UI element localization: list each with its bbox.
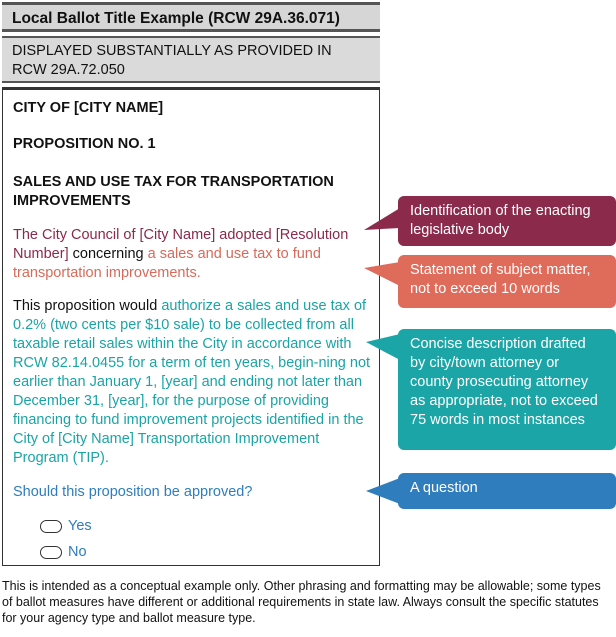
subject-text: a sales and use tax to fund transportation improvements. bbox=[13, 246, 321, 281]
callout-pointer-icon bbox=[360, 208, 402, 234]
ballot-caption bbox=[13, 226, 373, 283]
ballot-sample bbox=[2, 87, 380, 566]
ballot-city: CITY OF [CITY NAME] bbox=[13, 100, 164, 116]
callout-question: A question bbox=[398, 473, 616, 509]
concerning-text: concerning bbox=[68, 246, 148, 262]
ballot-question: Should this proposition be approved? bbox=[13, 484, 253, 500]
callout-description: Concise description drafted by city/town attorney or county prosecuting attorney as appropriate, not to exceed 75 words in most instances bbox=[398, 329, 616, 450]
callout-enacting-body: Identification of the enacting legislative body bbox=[398, 196, 616, 246]
enacting-body-text: The City Council of [City Name] adopted [Resolution Number] bbox=[13, 227, 349, 262]
page-subtitle: DISPLAYED SUBSTANTIALLY AS PROVIDED IN RCW 29A.72.050 bbox=[2, 36, 380, 83]
callout-pointer-icon bbox=[362, 262, 402, 286]
callout-subject: Statement of subject matter, not to exceed 10 words bbox=[398, 255, 616, 308]
option-no[interactable] bbox=[40, 543, 87, 562]
radio-oval-icon[interactable] bbox=[40, 546, 62, 559]
disclaimer-note: This is intended as a conceptual example only. Other phrasing and formatting may be allowable; some types of ballot measures have different or additional requirements in state law. Always consult the specific statutes for your agency type and ballot measure type. bbox=[2, 579, 601, 625]
description-lead: This proposition would bbox=[13, 298, 162, 314]
option-label: No bbox=[68, 544, 87, 560]
callout-pointer-icon bbox=[362, 478, 402, 504]
callout-pointer-icon bbox=[362, 334, 402, 364]
ballot-heading: SALES AND USE TAX FOR TRANSPORTATION IMPROVEMENTS bbox=[13, 174, 334, 209]
ballot-proposition: PROPOSITION NO. 1 bbox=[13, 136, 156, 152]
radio-oval-icon[interactable] bbox=[40, 520, 62, 533]
page-title: Local Ballot Title Example (RCW 29A.36.071) bbox=[2, 2, 380, 32]
description-text: authorize a sales and use tax of 0.2% (two cents per $10 sale) to be collected from all taxable retail sales within the City in accordance with RCW 82.14.0455 for a term of ten years, begin-ning not earlier than January 1, [year] and ending not later than December 31, [year], for the purpose of providing financing to fund improvement projects identified in the City of [City Name] Transportation Improvement Program (TIP). bbox=[13, 298, 371, 466]
ballot-description bbox=[13, 297, 375, 468]
option-label: Yes bbox=[68, 518, 92, 534]
option-yes[interactable] bbox=[40, 517, 92, 536]
